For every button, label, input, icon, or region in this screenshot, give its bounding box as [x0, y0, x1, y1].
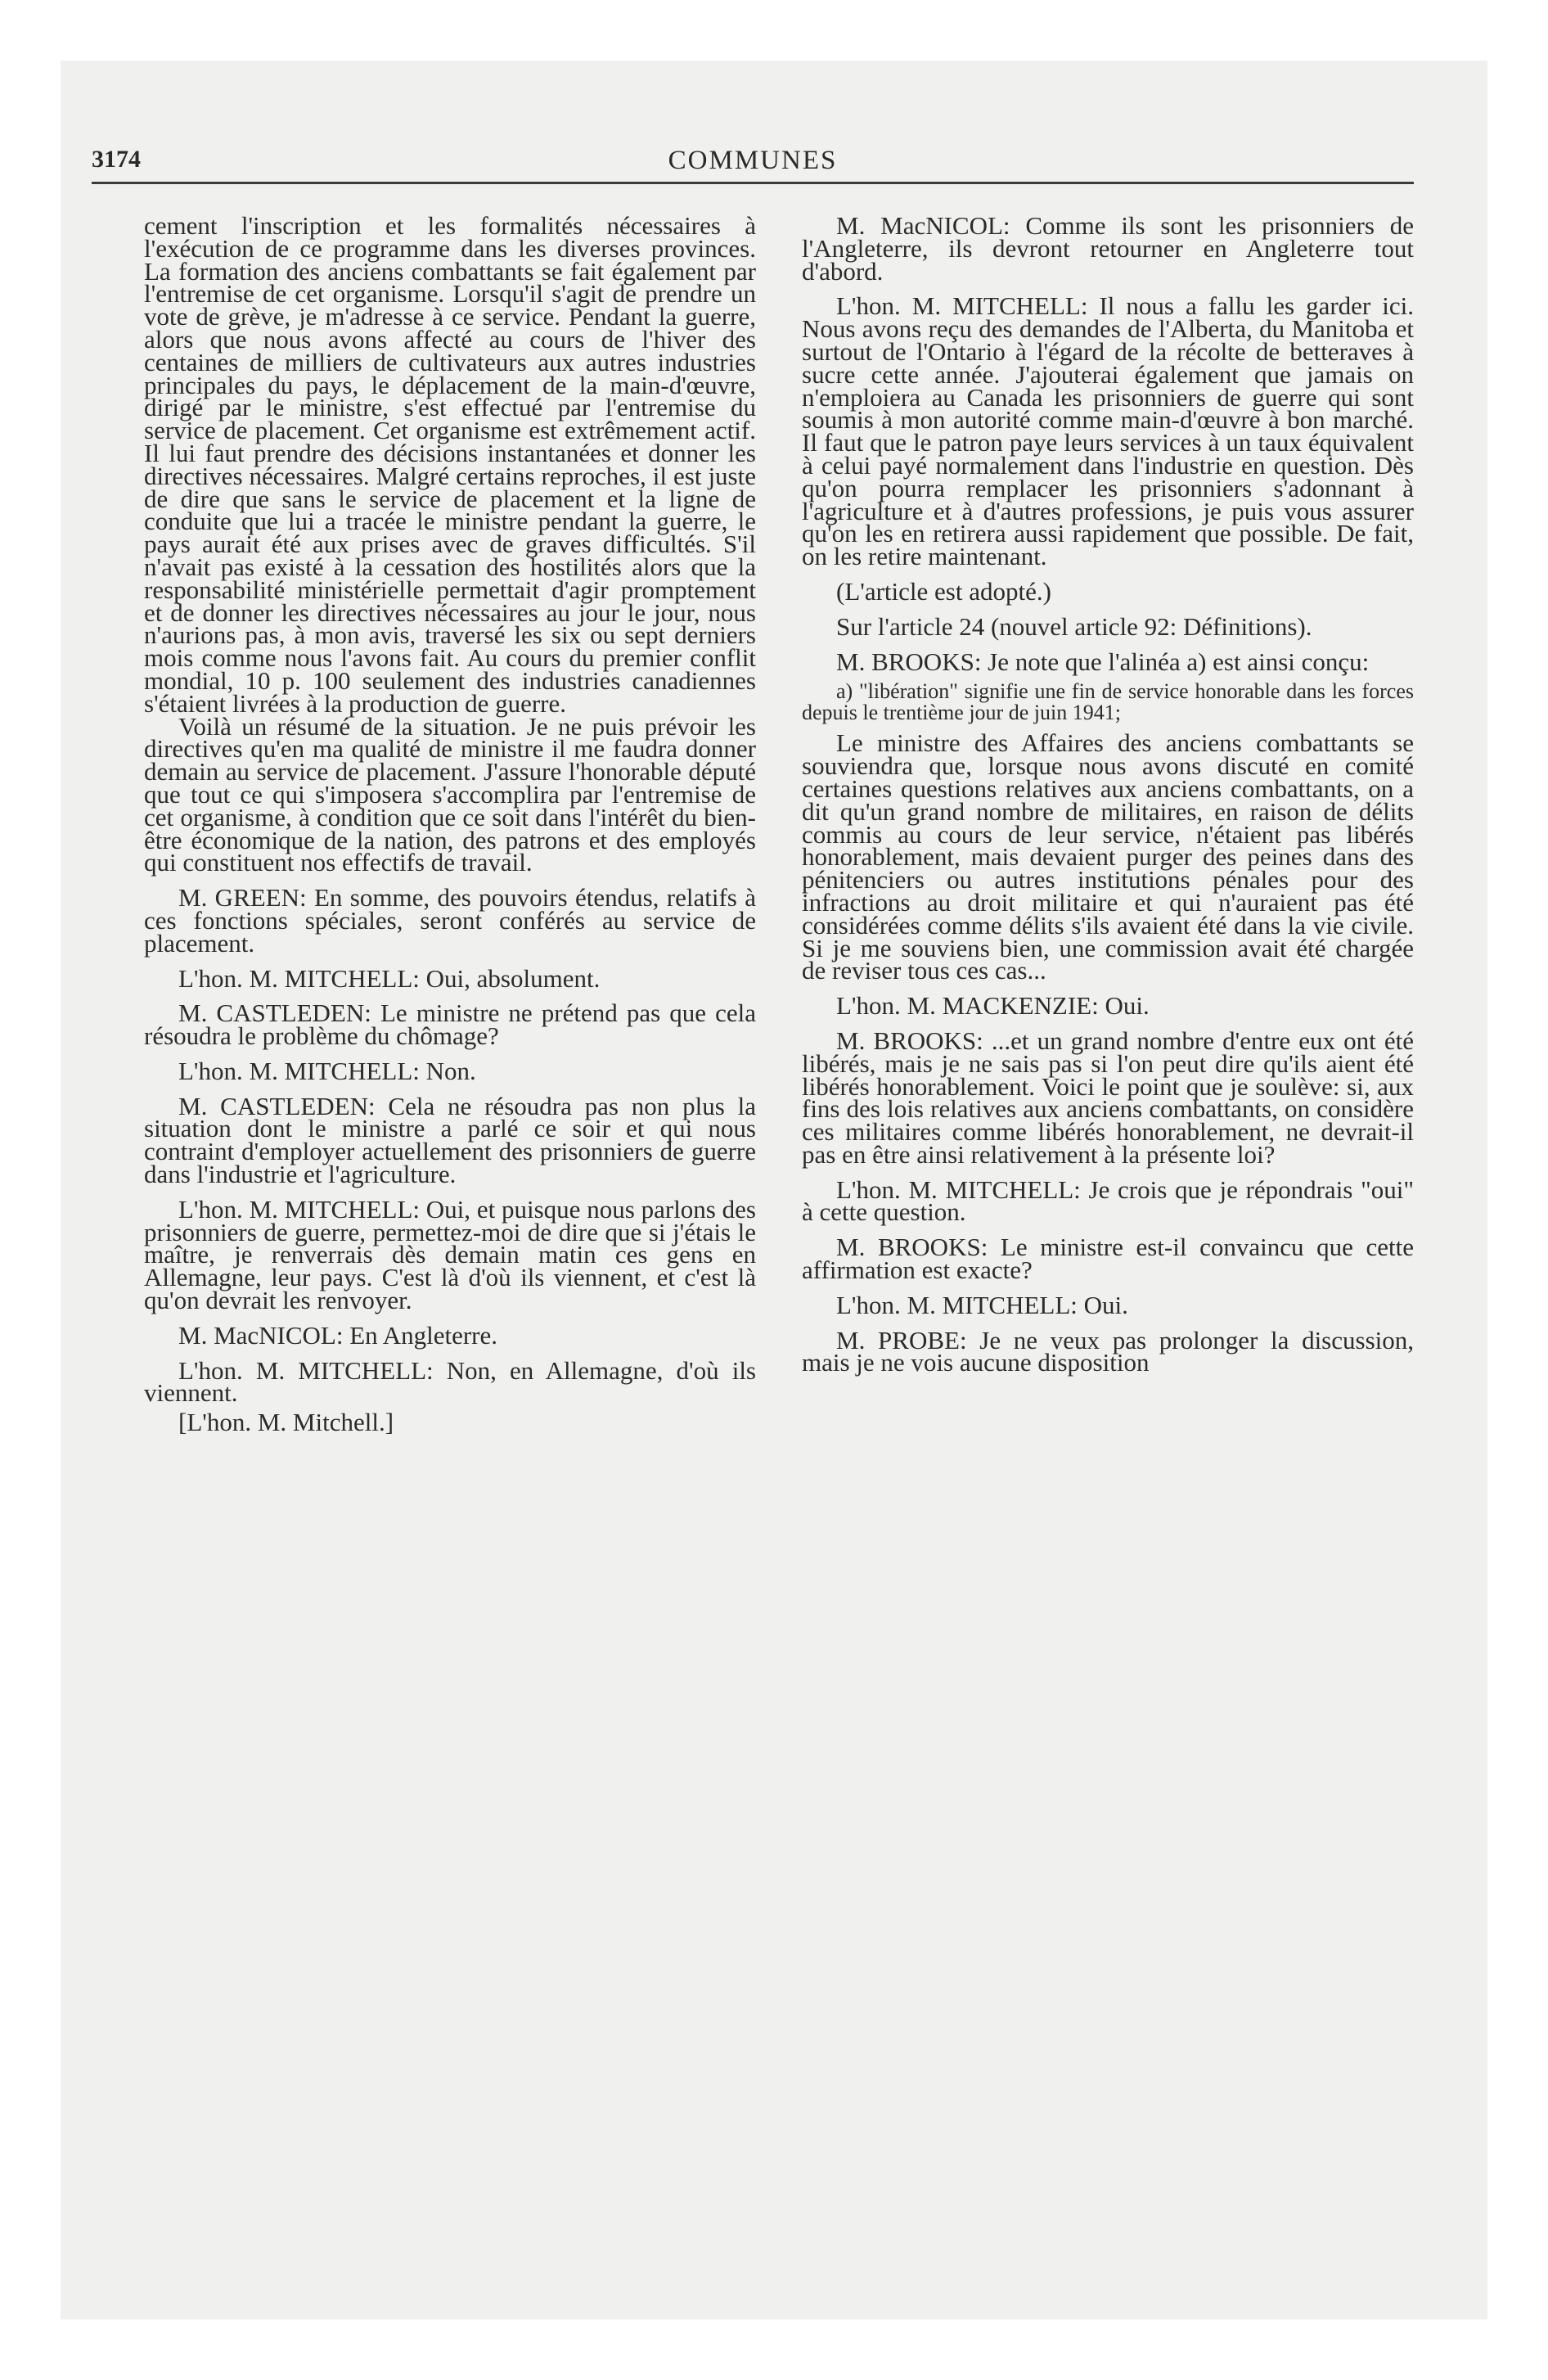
left-column: [144, 211, 756, 1437]
paragraph: Sur l'article 24 (nouvel article 92: Définitions).: [836, 611, 1312, 641]
paragraph: M. BROOKS: Le ministre est-il convaincu que cette affirmation est exacte?: [802, 1233, 1414, 1285]
paragraph: M. BROOKS: Je note que l'alinéa a) est ainsi conçu:: [836, 647, 1370, 676]
paragraph: (L'article est adopté.): [836, 576, 1051, 606]
paragraph: Voilà un résumé de la situation. Je ne puis prévoir les directives qu'en ma qualité de ministre il me faudra donner demain au service de placement. J'assure l'honorable député que tout ce qui s'imposera s'accomplira par l'entremise de cet organisme, à condition que ce soit dans l'intérêt du bien-être économique de la nation, des patrons et des employés qui constituent nos effectifs de travail.: [144, 711, 756, 877]
paragraph: Le ministre des Affaires des anciens combattants se souviendra que, lorsque nous avons discuté en comité certaines questions relatives aux anciens combattants, on a dit qu'un grand nombre de militaires, en raison de délits commis au cours de leur service, n'étaient pas libérés honorablement, mais devaient purger des peines dans des pénitenciers ou autres institutions pénales pour des infractions au droit militaire et qui n'auraient pas été considérées comme délits s'ils avaient été dans la vie civile. Si je me souviens bien, une commission avait été chargée de reviser tous ces cas...: [802, 728, 1414, 985]
right-column: [802, 211, 1414, 1377]
paragraph: L'hon. M. MITCHELL: Il nous a fallu les garder ici. Nous avons reçu des demandes de l'Alberta, du Manitoba et surtout de l'Ontario à l'égard de la récolte de betteraves à sucre cette année. J'ajouterai également que jamais on n'emploiera au Canada les prisonniers de guerre qui sont soumis à mon autorité comme main-d'œuvre à bon marché. Il faut que le patron paye leurs services à un taux équivalent à celui payé normalement dans l'industrie en question. Dès qu'on pourra remplacer les prisonniers s'adonnant à l'agriculture et à d'autres professions, je puis vous assurer qu'on les en retirera aussi rapidement que possible. De fait, on les retire maintenant.: [802, 291, 1414, 571]
paragraph: M. MacNICOL: Comme ils sont les prisonniers de l'Angleterre, ils devront retourner en Angleterre tout d'abord.: [802, 211, 1414, 286]
paragraph: M. CASTLEDEN: Cela ne résoudra pas non plus la situation dont le ministre a parlé ce soir et qui nous contraint d'employer actuellement des prisonniers de guerre dans l'industrie et l'agriculture.: [144, 1091, 756, 1189]
paragraph: L'hon. M. MACKENZIE: Oui.: [836, 991, 1150, 1021]
paragraph: M. MacNICOL: En Angleterre.: [178, 1320, 497, 1350]
footer-attribution: [L'hon. M. Mitchell.]: [178, 1408, 394, 1437]
paragraph: L'hon. M. MITCHELL: Non, en Allemagne, d'où ils viennent.: [144, 1355, 756, 1408]
page-header: [92, 146, 1414, 184]
paragraph: L'hon. M. MITCHELL: Non.: [178, 1056, 476, 1085]
running-head: COMMUNES: [668, 146, 838, 175]
paragraph: L'hon. M. MITCHELL: Oui, et puisque nous parlons des prisonniers de guerre, permettez-moi de dire que si j'étais le maître, je renverrais dès demain matin ces gens en Allemagne, leur pays. C'est là d'où ils viennent, et c'est là qu'on devrait les renvoyer.: [144, 1194, 756, 1315]
paragraph: M. CASTLEDEN: Le ministre ne prétend pas que cela résoudra le problème du chômage?: [144, 998, 756, 1051]
paragraph: M. GREEN: En somme, des pouvoirs étendus, relatifs à ces fonctions spéciales, seront conférés au service de placement.: [144, 883, 756, 958]
quoted-text: a) "libération" signifie une fin de service honorable dans les forces depuis le trentième jour de juin 1941;: [802, 679, 1414, 725]
paragraph: cement l'inscription et les formalités nécessaires à l'exécution de ce programme dans les diverses provinces. La formation des anciens combattants se fait également par l'entremise de cet organisme. Lorsqu'il s'agit de prendre un vote de grève, je m'adresse à ce service. Pendant la guerre, alors que nous avons affecté au cours de l'hiver des centaines de milliers de cultivateurs aux autres industries principales du pays, le déplacement de la main-d'œuvre, dirigé par le ministre, s'est effectué par l'entremise du service de placement. Cet organisme est extrêmement actif. Il lui faut prendre des décisions instantanées et donner les directives nécessaires. Malgré certains reproches, il est juste de dire que sans le service de placement et la ligne de conduite que lui a tracée le ministre pendant la guerre, le pays aurait été aux prises avec de graves difficultés. S'il n'avait pas existé à la cessation des hostilités alors que la responsabilité ministérielle permettait d'agir promptement et de donner les directives nécessaires au jour le jour, nous n'aurions pas, à mon avis, traversé les six ou sept derniers mois comme nous l'avons fait. Au cours du premier conflit mondial, 10 p. 100 seulement des industries canadiennes s'étaient livrées à la production de guerre.: [144, 211, 756, 718]
paragraph: L'hon. M. MITCHELL: Je crois que je répondrais "oui" à cette question.: [802, 1174, 1414, 1227]
paragraph: M. PROBE: Je ne veux pas prolonger la discussion, mais je ne vois aucune disposition: [802, 1325, 1414, 1377]
paragraph: M. BROOKS: ...et un grand nombre d'entre eux ont été libérés, mais je ne sais pas si l'on peut dire qu'ils aient été libérés honorablement. Voici le point que je soulève: si, aux fins des lois relatives aux anciens combattants, on considère ces militaires comme libérés honorablement, ne devrait-il pas en être ainsi relativement à la présente loi?: [802, 1025, 1414, 1169]
paragraph: L'hon. M. MITCHELL: Oui, absolument.: [178, 963, 601, 993]
page-number: 3174: [92, 146, 141, 173]
paragraph: L'hon. M. MITCHELL: Oui.: [836, 1290, 1128, 1319]
